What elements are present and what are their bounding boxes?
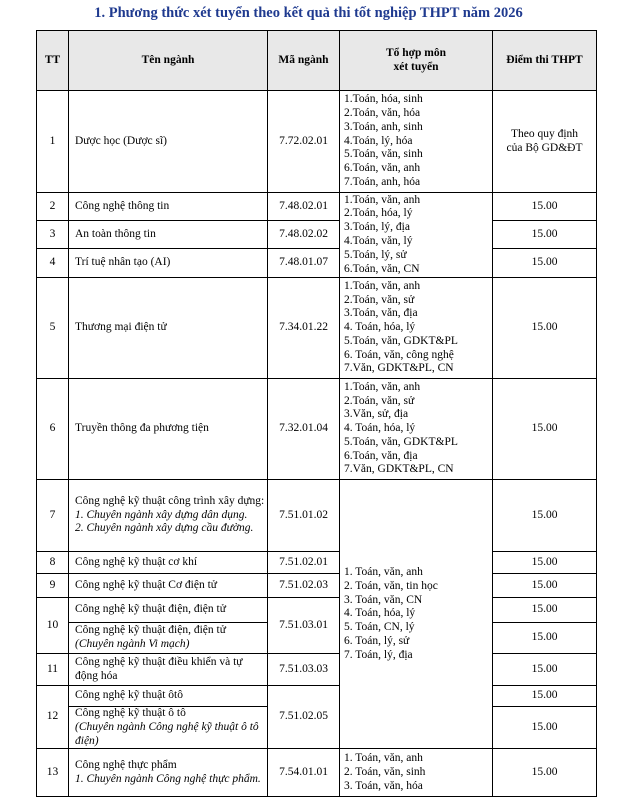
table-row [37,598,597,623]
name-italic-line: 1. Chuyên ngành Công nghệ thực phẩm. [75,772,261,785]
cell-tt: 7 [37,480,69,552]
combo-item: 2. Toán, văn, sinh [344,765,426,778]
table-row [37,654,597,686]
combo-item: 2.Toán, hóa, lý [344,207,413,220]
table-row [37,249,597,278]
combo-item: 2.Toán, văn, sử [344,293,415,306]
table-row [37,480,597,552]
cell-code: 7.54.01.01 [268,749,340,797]
combo-item: 7.Văn, GDKT&PL, CN [344,362,454,375]
cell-code: 7.48.01.07 [268,249,340,278]
cell-score: 15.00 [493,379,597,480]
combo-item: 3.Văn, sử, địa [344,408,409,421]
cell-tt: 1 [37,91,69,193]
cell-score: 15.00 [493,574,597,598]
combo-item: 1. Toán, văn, anh [344,565,423,578]
cell-code: 7.51.03.01 [268,598,340,654]
cell-score: 15.00 [493,480,597,552]
header-code: Mã ngành [268,31,340,91]
combo-item: 1.Toán, hóa, sinh [344,93,423,106]
cell-score: 15.00 [493,598,597,623]
combo-item: 3.Toán, anh, sinh [344,120,423,133]
name-line: Công nghệ kỹ thuật công trình xây dựng: [75,494,265,507]
name-line: Công nghệ kỹ thuật điều khiển và tự [75,655,243,668]
cell-name: Dược học (Dược sĩ) [69,91,268,193]
cell-score: 15.00 [493,654,597,686]
cell-code: 7.51.02.05 [268,686,340,749]
table-row [37,278,597,379]
cell-score [493,91,597,193]
combo-item: 1.Toán, văn, anh [344,279,421,292]
combo-item: 6.Toán, văn, anh [344,162,421,175]
combo-item: 5.Toán, văn, GDKT&PL [344,435,458,448]
combo-item: 1.Toán, văn, anh [344,380,421,393]
cell-tt: 6 [37,379,69,480]
cell-combos [340,278,493,379]
combo-item: 2.Toán, văn, hóa [344,107,421,119]
cell-name: Thương mại điện tử [69,278,268,379]
combo-item: 2.Toán, văn, sử [344,394,415,407]
cell-code: 7.72.02.01 [268,91,340,193]
header-score: Điểm thi THPT [493,31,597,91]
cell-name: Công nghệ kỹ thuật Cơ điện tử [69,574,268,598]
table-row [37,221,597,249]
combo-item: 5. Toán, CN, lý [344,621,415,634]
score-line: của Bộ GD&ĐT [506,141,583,154]
cell-tt: 10 [37,598,69,654]
cell-name: Công nghệ kỹ thuật cơ khí [69,552,268,574]
combo-item: 3. Toán, văn, hóa [344,779,423,792]
table-row [37,91,597,193]
cell-score: 15.00 [493,221,597,249]
cell-combos [340,379,493,480]
name-line: Công nghệ kỹ thuật điện, điện tử [75,624,226,637]
combo-item: 5.Toán, văn, GDKT&PL [344,334,458,347]
combo-item: 5.Toán, văn, sinh [344,148,423,161]
header-combo-line1: Tổ hợp môn [385,46,447,59]
combo-item: 5.Toán, lý, sử [344,248,407,261]
cell-combos [340,91,493,193]
combo-item: 6. Toán, lý, sử [344,634,410,647]
combo-item: 4. Toán, hóa, lý [344,422,416,435]
combo-item: 2. Toán, văn, tin học [344,579,438,592]
name-italic-line: (Chuyên ngành Vi mạch) [75,638,190,650]
cell-tt: 8 [37,552,69,574]
cell-tt: 9 [37,574,69,598]
cell-code: 7.32.01.04 [268,379,340,480]
combo-item: 4. Toán, hóa, lý [344,607,416,620]
combo-item: 3. Toán, văn, CN [344,593,423,606]
combo-item: 6.Toán, văn, CN [344,262,420,275]
table-row [37,379,597,480]
cell-score: 15.00 [493,623,597,654]
combo-item: 7. Toán, lý, địa [344,648,413,661]
combo-item: 6.Toán, văn, địa [344,449,418,462]
cell-tt: 5 [37,278,69,379]
cell-score: 15.00 [493,707,597,749]
combo-item: 6. Toán, văn, công nghệ [344,348,454,361]
cell-name: An toàn thông tin [69,221,268,249]
name-italic-line: 2. Chuyên ngành xây dựng cầu đường. [75,522,254,535]
header-combo-line2: xét tuyển [393,60,439,73]
table-row [37,749,597,797]
combo-item: 3.Toán, văn, địa [344,307,418,320]
cell-combos [340,480,493,749]
cell-name: Công nghệ thông tin [69,193,268,221]
score-line: Theo quy định [510,127,579,140]
cell-name [69,623,268,654]
combo-item: 4.Toán, văn, lý [344,235,413,247]
cell-name: Công nghệ kỹ thuật điện, điện tử [69,598,268,623]
cell-name: Trí tuệ nhân tạo (AI) [69,249,268,278]
cell-tt: 3 [37,221,69,249]
header-name: Tên ngành [69,31,268,91]
cell-tt: 2 [37,193,69,221]
name-line: Công nghệ thực phẩm [75,759,177,772]
cell-code: 7.51.03.03 [268,654,340,686]
table-row [37,193,597,221]
combo-item: 1.Toán, văn, anh [344,193,421,206]
combo-item: 4. Toán, hóa, lý [344,321,416,334]
cell-code: 7.51.02.03 [268,574,340,598]
combo-item: 4.Toán, lý, hóa [344,134,413,147]
combo-item: 7.Văn, GDKT&PL, CN [344,463,454,476]
table-row [37,552,597,574]
cell-code: 7.34.01.22 [268,278,340,379]
cell-name: Truyền thông đa phương tiện [69,379,268,480]
name-italic-line: 1. Chuyên ngành xây dựng dân dụng. [75,508,248,521]
table-row [37,686,597,707]
cell-combos [340,193,493,278]
cell-name [69,480,268,552]
cell-name [69,654,268,686]
header-tt: TT [37,31,69,91]
cell-tt: 4 [37,249,69,278]
cell-score: 15.00 [493,249,597,278]
cell-name: Công nghệ kỹ thuật ôtô [69,686,268,707]
name-line: Công nghệ kỹ thuật ô tô [75,707,186,719]
cell-name [69,707,268,749]
cell-tt: 13 [37,749,69,797]
cell-name [69,749,268,797]
cell-score: 15.00 [493,552,597,574]
cell-code: 7.48.02.02 [268,221,340,249]
cell-code: 7.51.01.02 [268,480,340,552]
cell-tt: 12 [37,686,69,749]
page-title: 1. Phương thức xét tuyển theo kết quả thi tốt nghiệp THPT năm 2026 [94,5,523,21]
cell-score: 15.00 [493,193,597,221]
cell-score: 15.00 [493,686,597,707]
table-row [37,574,597,598]
admission-table [36,30,597,797]
cell-score: 15.00 [493,749,597,797]
name-line: động hóa [75,669,118,682]
combo-item: 7.Toán, anh, hóa [344,175,421,188]
cell-combos [340,749,493,797]
cell-score: 15.00 [493,278,597,379]
cell-code: 7.48.02.01 [268,193,340,221]
header-combo [340,31,493,91]
cell-tt: 11 [37,654,69,686]
cell-code: 7.51.02.01 [268,552,340,574]
combo-item: 3.Toán, lý, địa [344,221,410,234]
combo-item: 1. Toán, văn, anh [344,752,423,765]
name-italic-line: (Chuyên ngành Công nghệ kỹ thuật ô tô điện) [75,720,259,747]
header-row [37,31,597,91]
